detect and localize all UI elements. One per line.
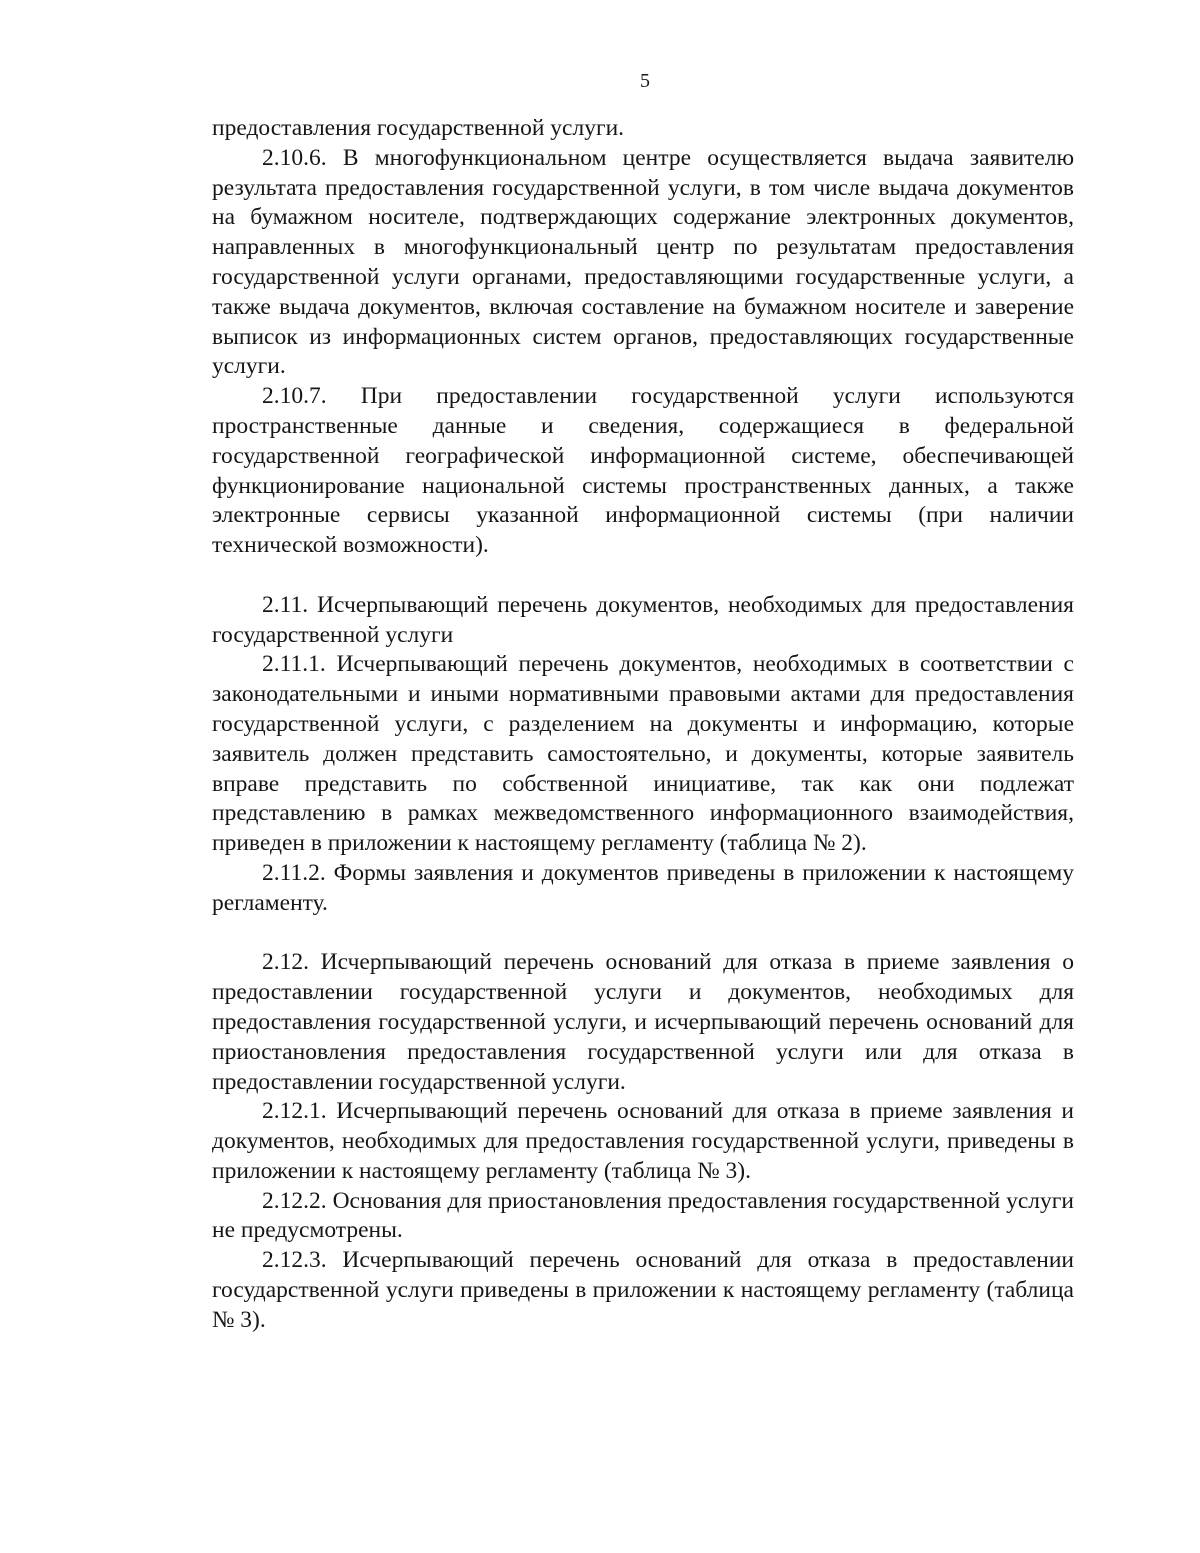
section-heading-2-12: 2.12. Исчерпывающий перечень оснований для отказа в приеме заявления о предоставлении государственной услуги и документов, необходимых для предоставления государственной услуги, и исчерпывающий перечень оснований для приостановления предоставления государственной услуги или для отказа в предоставлении государственной услуги. xyxy=(212,949,1074,1095)
section-heading-2-11: 2.11. Исчерпывающий перечень документов, необходимых для предоставления государственной услуги xyxy=(212,591,1074,648)
paragraph-2-12-1: 2.12.1. Исчерпывающий перечень оснований для отказа в приеме заявления и документов, необходимых для предоставления государственной услуги, приведены в приложении к настоящему регламенту (таблица № 3). xyxy=(212,1098,1074,1184)
paragraph-2-10-7: 2.10.7. При предоставлении государственной услуги используются пространственные данные и сведения, содержащиеся в федеральной государственной географической информационной системе, обеспечивающей функционирование национальной системы пространственных данных, а также электронные сервисы указанной информационной системы (при наличии технической возможности). xyxy=(212,383,1074,559)
paragraph-2-12-2: 2.12.2. Основания для приостановления предоставления государственной услуги не предусмотрены. xyxy=(212,1187,1074,1244)
document-body xyxy=(212,114,1074,1336)
paragraph-2-12-3: 2.12.3. Исчерпывающий перечень оснований для отказа в предоставлении государственной услуги приведены в приложении к настоящему регламенту (таблица № 3). xyxy=(212,1247,1074,1333)
paragraph-2-10-6: 2.10.6. В многофункциональном центре осуществляется выдача заявителю результата предоставления государственной услуги, в том числе выдача документов на бумажном носителе, подтверждающих содержание электронных документов, направленных в многофункциональный центр по результатам предоставления государственной услуги органами, предоставляющими государственные услуги, а также выдача документов, включая составление на бумажном носителе и заверение выписок из информационных систем органов, предоставляющих государственные услуги. xyxy=(212,144,1074,380)
paragraph-2-11-2: 2.11.2. Формы заявления и документов приведены в приложении к настоящему регламенту. xyxy=(212,859,1074,916)
page-number: 5 xyxy=(640,70,650,92)
paragraph-2-11-1: 2.11.1. Исчерпывающий перечень документов, необходимых в соответствии с законодательными и иными нормативными правовыми актами для предоставления государственной услуги, с разделением на документы и информацию, которые заявитель должен представить самостоятельно, и документы, которые заявитель вправе представить по собственной инициативе, так как они подлежат представлению в рамках межведомственного информационного взаимодействия, приведен в приложении к настоящему регламенту (таблица № 2). xyxy=(212,651,1074,857)
paragraph-continuation: предоставления государственной услуги. xyxy=(212,115,625,141)
